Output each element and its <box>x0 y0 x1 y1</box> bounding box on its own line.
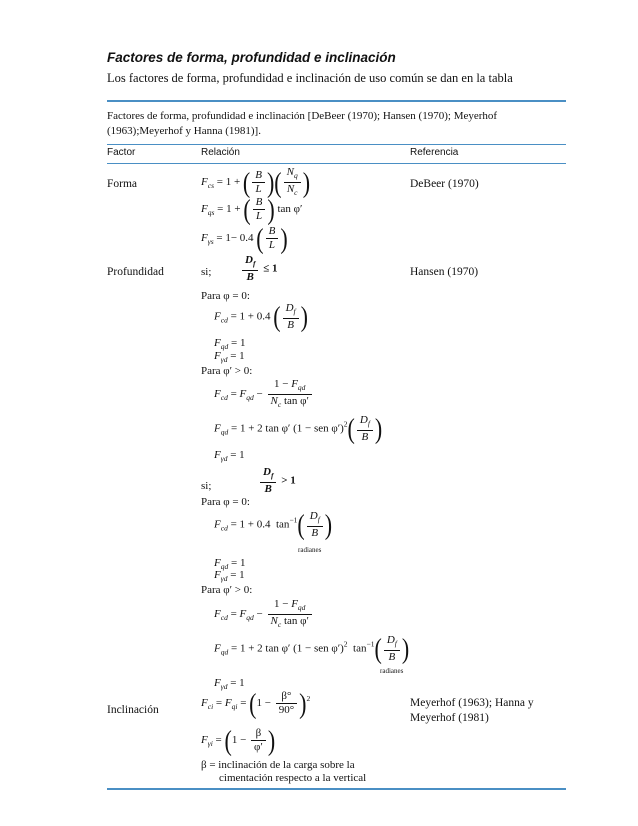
row-inclinacion-factor: Inclinación <box>107 704 159 716</box>
row-profundidad-ref: Hansen (1970) <box>410 266 479 278</box>
beta-def-1: β = inclinación de la carga sobre la <box>201 759 355 771</box>
eq-fqd-4: $F_{qd} = 1 + 2$ tan φ′ (1 − sen φ′)$^2$ $\tan^{-1}$( $\frac{D_f}{B}$ ) <box>214 632 410 665</box>
eq-fgs: $F_{\gamma s} = 1- 0.4$ ( $\frac{B}{L}$ ) <box>201 221 288 255</box>
para-phi0-1: Para φ = 0: <box>201 290 250 302</box>
header-relacion: Relación <box>201 147 240 158</box>
fqd-value: = 1 <box>230 337 246 349</box>
si-label-2: si; <box>201 480 212 492</box>
eq-fgd-3: $F_{\gamma d} = 1$ <box>214 569 245 583</box>
table-header-band <box>107 144 566 164</box>
eq-fcd-1: $F_{cd} = 1 + 0.4$ ( $\frac{D_f}{B}$ ) <box>214 300 308 333</box>
header-referencia: Referencia <box>410 147 459 158</box>
radianes-1: radianes <box>298 546 322 554</box>
para-phi0-2: Para φ = 0: <box>201 496 250 508</box>
top-rule <box>107 100 566 102</box>
eq-fcs: $F_{cs} = 1$ + ( $\frac{B}{L}$ )( $\frac{N_q}{N_c}$ ) <box>201 165 311 199</box>
eq-fcd-4: $F_{cd} = F_{qd}$ − $\frac{1 - F_{qd}}{N_c \tan \varphi'}$ <box>214 598 314 631</box>
fgd-value: = 1 <box>230 350 245 362</box>
eq-fgi: $F_{\gamma i} = (1$ − $\frac{\beta}{\varphi'}$ ) <box>201 723 276 757</box>
section-heading: Factores de forma, profundidad e inclinación <box>107 50 396 65</box>
eq-fqd-1: $F_{qd} = 1$ <box>214 337 246 351</box>
cond-df-le: $\frac{D_f}{B}$ ≤ 1 <box>240 254 278 284</box>
cond-df-gt: $\frac{D_f}{B}$ > 1 <box>258 466 296 496</box>
para-phip-1: Para φ′ > 0: <box>201 365 253 377</box>
radianes-2: radianes <box>380 667 404 675</box>
table-caption: Factores de forma, profundidad e inclinación [DeBeer (1970); Hansen (1970); Meyerhof (1963);Meyerhof y Hanna (1981)]. <box>107 110 498 137</box>
eq-fgd-1: $F_{\gamma d} = 1$ <box>214 350 245 364</box>
para-phip-2: Para φ′ > 0: <box>201 584 253 596</box>
eq-fqs: $F_{qs} = 1$ + ( $\frac{B}{L}$ ) tan φ′ <box>201 192 303 226</box>
eq-fgd-4: $F_{\gamma d} = 1$ <box>214 677 245 691</box>
eq-fci: $F_{ci} = F_{qi} = (1$ − $\frac{\beta^\circ}{90^\circ}$ )$^2$ <box>201 686 311 720</box>
eq-fcd-3: $F_{cd} = 1 + 0.4$ $\tan^{-1}$( $\frac{D_f}{B}$ ) <box>214 508 333 541</box>
row-inclinacion-ref: Meyerhof (1963); Hanna y Meyerhof (1981) <box>410 697 534 724</box>
intro-text: Los factores de forma, profundidad e inclinación de uso común se dan en la tabla <box>107 71 513 85</box>
header-factor: Factor <box>107 147 136 158</box>
row-profundidad-factor: Profundidad <box>107 266 164 278</box>
bottom-rule <box>107 788 566 790</box>
beta-def-2: cimentación respecto a la vertical <box>219 772 367 784</box>
eq-fcd-2: $F_{cd} = F_{qd}$ − $\frac{1 - F_{qd}}{N_c \tan \varphi'}$ <box>214 378 314 411</box>
row-forma-factor: Forma <box>107 178 138 190</box>
si-label-1: si; <box>201 266 212 278</box>
row-forma-ref: DeBeer (1970) <box>410 178 479 190</box>
eq-fgd-2: $F_{\gamma d} = 1$ <box>214 449 245 463</box>
eq-fqd-3: $F_{qd} = 1$ <box>214 557 246 571</box>
eq-fqd-2: $F_{qd} = 1 + 2$ tan φ′ (1 − sen φ′)$^2$( $\frac{D_f}{B}$ ) <box>214 412 383 445</box>
